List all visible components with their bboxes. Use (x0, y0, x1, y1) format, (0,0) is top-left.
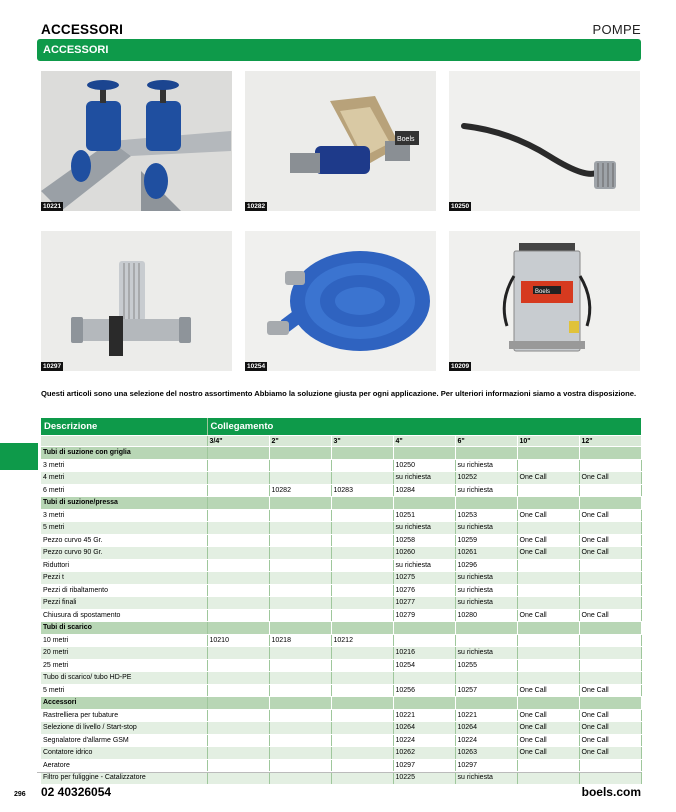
row-value (269, 459, 331, 472)
row-value (269, 572, 331, 585)
table-group-row (41, 622, 641, 635)
row-value: 10259 (455, 534, 517, 547)
row-value (455, 497, 517, 510)
row-description: 25 metri (41, 659, 207, 672)
row-value (207, 522, 269, 535)
row-description: 3 metri (41, 509, 207, 522)
row-value (269, 547, 331, 560)
page-number: 296 (14, 791, 26, 798)
row-value: 10255 (455, 659, 517, 672)
table-row (41, 597, 641, 610)
row-value: 10280 (455, 609, 517, 622)
row-value (207, 584, 269, 597)
row-value: One Call (517, 747, 579, 760)
row-value (269, 497, 331, 510)
row-value (579, 659, 641, 672)
row-value (517, 572, 579, 585)
row-value (579, 622, 641, 635)
photo-code: 10297 (43, 363, 62, 370)
row-value (579, 597, 641, 610)
row-value (517, 522, 579, 535)
row-description: Riduttori (41, 559, 207, 572)
row-value (207, 472, 269, 485)
svg-text:Boels: Boels (397, 136, 415, 143)
row-value (579, 672, 641, 685)
row-value (579, 584, 641, 597)
discharge-hose-icon (245, 231, 436, 371)
row-value (207, 747, 269, 760)
row-value (331, 447, 393, 460)
table-row (41, 534, 641, 547)
row-value (269, 734, 331, 747)
row-value (331, 697, 393, 710)
row-value (331, 522, 393, 535)
row-value: 10224 (455, 734, 517, 747)
row-value (331, 747, 393, 760)
row-value (331, 709, 393, 722)
row-value: 10282 (269, 484, 331, 497)
row-value (331, 497, 393, 510)
row-value (207, 697, 269, 710)
row-value (269, 559, 331, 572)
photo-discharge-hose (245, 231, 436, 371)
size-header: 3" (331, 436, 393, 447)
row-value: One Call (517, 609, 579, 622)
row-description: 20 metri (41, 647, 207, 660)
row-value (455, 697, 517, 710)
row-value (393, 447, 455, 460)
row-value (579, 772, 641, 785)
row-value (331, 584, 393, 597)
section-banner (37, 39, 641, 61)
row-value (269, 722, 331, 735)
row-description: Filtro per fuliggine - Catalizzatore (41, 772, 207, 785)
row-value (579, 647, 641, 660)
row-value (207, 534, 269, 547)
row-value (207, 609, 269, 622)
row-description: Pezzi t (41, 572, 207, 585)
photo-code: 10254 (247, 363, 266, 370)
table-row (41, 659, 641, 672)
row-value (517, 697, 579, 710)
row-value: su richiesta (455, 584, 517, 597)
row-value: su richiesta (455, 647, 517, 660)
row-value (579, 497, 641, 510)
row-value: One Call (579, 709, 641, 722)
row-description: Pezzo curvo 45 Gr. (41, 534, 207, 547)
row-value (207, 547, 269, 560)
row-value (579, 447, 641, 460)
photo-code: 10209 (451, 363, 470, 370)
row-description: Tubi di scarico (41, 622, 207, 635)
row-value: 10218 (269, 634, 331, 647)
table-row (41, 709, 641, 722)
row-value (331, 759, 393, 772)
row-value (455, 672, 517, 685)
row-value: 10297 (455, 759, 517, 772)
table-row (41, 634, 641, 647)
row-description: 5 metri (41, 522, 207, 535)
table-row (41, 559, 641, 572)
row-value (517, 672, 579, 685)
row-value (207, 772, 269, 785)
row-value (331, 597, 393, 610)
row-value (269, 522, 331, 535)
row-value: 10283 (331, 484, 393, 497)
row-value (331, 647, 393, 660)
row-value: One Call (579, 509, 641, 522)
size-header: 3/4" (207, 436, 269, 447)
row-value (269, 684, 331, 697)
valve-manifold-icon (41, 71, 232, 211)
row-value: One Call (517, 509, 579, 522)
row-value (331, 559, 393, 572)
row-value (269, 772, 331, 785)
row-description: Accessori (41, 697, 207, 710)
row-value: 10261 (455, 547, 517, 560)
row-description: Pezzi finali (41, 597, 207, 610)
row-value (517, 597, 579, 610)
row-value: 10257 (455, 684, 517, 697)
row-value (207, 759, 269, 772)
row-value (207, 509, 269, 522)
row-value: 10276 (393, 584, 455, 597)
table-row (41, 459, 641, 472)
row-value (207, 459, 269, 472)
row-value (517, 447, 579, 460)
table-row (41, 734, 641, 747)
row-value: One Call (517, 684, 579, 697)
row-value: One Call (517, 734, 579, 747)
row-value (517, 759, 579, 772)
footer-phone: 02 40326054 (41, 785, 112, 799)
row-value: 10216 (393, 647, 455, 660)
row-value (455, 622, 517, 635)
row-value (517, 584, 579, 597)
row-value (393, 634, 455, 647)
row-value (331, 472, 393, 485)
row-value: One Call (579, 472, 641, 485)
row-value (269, 697, 331, 710)
row-value (269, 659, 331, 672)
table-row (41, 759, 641, 772)
row-value (517, 559, 579, 572)
row-description: Selezione di livello / Start-stop (41, 722, 207, 735)
suction-hose-icon (449, 71, 640, 211)
row-value (207, 622, 269, 635)
row-value (207, 597, 269, 610)
photo-suction-hose (449, 71, 640, 211)
table-group-row (41, 447, 641, 460)
row-value: 10256 (393, 684, 455, 697)
row-value: One Call (517, 547, 579, 560)
row-value (331, 509, 393, 522)
row-value: One Call (579, 684, 641, 697)
row-value: 10297 (393, 759, 455, 772)
col-header-description: Descrizione (41, 418, 207, 436)
row-value (331, 659, 393, 672)
row-value (517, 647, 579, 660)
control-box-icon (449, 231, 640, 371)
row-value (579, 484, 641, 497)
row-value (269, 534, 331, 547)
row-value (517, 484, 579, 497)
intro-text: Questi articoli sono una selezione del nostro assortimento Abbiamo la soluzione giusta per ogni applicazione. Per ulteriori informazioni siamo a vostra disposizione. (41, 389, 637, 398)
photo-code: 10282 (247, 203, 266, 210)
row-value (269, 759, 331, 772)
row-value: su richiesta (393, 559, 455, 572)
row-value (331, 459, 393, 472)
row-value (579, 572, 641, 585)
row-value (517, 459, 579, 472)
row-value: 10212 (331, 634, 393, 647)
category-label: POMPE (592, 22, 641, 37)
row-value: 10260 (393, 547, 455, 560)
row-description: Chiusura di spostamento (41, 609, 207, 622)
row-value: 10262 (393, 747, 455, 760)
row-value: 10224 (393, 734, 455, 747)
row-description: Contatore idrico (41, 747, 207, 760)
row-value: 10221 (455, 709, 517, 722)
row-value: One Call (579, 722, 641, 735)
row-value (269, 597, 331, 610)
row-value: One Call (579, 609, 641, 622)
row-value (207, 722, 269, 735)
table-row (41, 772, 641, 785)
table-row (41, 484, 641, 497)
table-row (41, 684, 641, 697)
table-row (41, 747, 641, 760)
row-value: One Call (517, 722, 579, 735)
table-row (41, 584, 641, 597)
row-value: One Call (579, 747, 641, 760)
row-value: su richiesta (455, 459, 517, 472)
side-tab-marker (0, 443, 38, 470)
row-value: su richiesta (455, 522, 517, 535)
row-value: 10225 (393, 772, 455, 785)
row-value (207, 497, 269, 510)
row-value (269, 472, 331, 485)
row-value (269, 447, 331, 460)
row-value (207, 709, 269, 722)
row-value (517, 622, 579, 635)
row-description: 6 metri (41, 484, 207, 497)
row-value (207, 484, 269, 497)
row-value: 10210 (207, 634, 269, 647)
row-value: su richiesta (455, 484, 517, 497)
row-value (393, 622, 455, 635)
row-value (517, 659, 579, 672)
row-description: Pezzo curvo 90 Gr. (41, 547, 207, 560)
row-value (269, 622, 331, 635)
row-description: 3 metri (41, 459, 207, 472)
row-value (393, 497, 455, 510)
row-value (269, 747, 331, 760)
table-row (41, 472, 641, 485)
table-header-row (41, 418, 641, 436)
row-value (331, 722, 393, 735)
footer-divider (37, 772, 641, 773)
row-value: One Call (517, 472, 579, 485)
row-value (579, 522, 641, 535)
row-value (207, 647, 269, 660)
row-value: su richiesta (455, 772, 517, 785)
row-value (207, 572, 269, 585)
row-value: 10275 (393, 572, 455, 585)
table-row (41, 572, 641, 585)
row-value (579, 759, 641, 772)
section-title: ACCESSORI (43, 44, 109, 56)
row-description: Rastrelliera per tubature (41, 709, 207, 722)
row-value (517, 634, 579, 647)
row-value (579, 559, 641, 572)
table-row (41, 647, 641, 660)
photo-control-box (449, 231, 640, 371)
row-value (393, 697, 455, 710)
row-value (207, 659, 269, 672)
row-value: 10253 (455, 509, 517, 522)
row-value (269, 709, 331, 722)
row-description: 4 metri (41, 472, 207, 485)
table-row (41, 722, 641, 735)
row-value (207, 684, 269, 697)
row-value (269, 509, 331, 522)
row-value: 10221 (393, 709, 455, 722)
photo-aerator (41, 231, 232, 371)
row-value: 10279 (393, 609, 455, 622)
table-group-row (41, 697, 641, 710)
row-value (331, 547, 393, 560)
photo-code: 10250 (451, 203, 470, 210)
row-value: 10258 (393, 534, 455, 547)
size-header: 10" (517, 436, 579, 447)
aerator-icon (41, 231, 232, 371)
photo-valve-manifold (41, 71, 232, 211)
size-header: 6" (455, 436, 517, 447)
row-value: 10277 (393, 597, 455, 610)
photo-pump-coupling (245, 71, 436, 211)
size-header: 12" (579, 436, 641, 447)
row-value: 10252 (455, 472, 517, 485)
page-title: ACCESSORI (41, 22, 124, 37)
row-value: One Call (517, 709, 579, 722)
row-value: 10263 (455, 747, 517, 760)
accessories-table (41, 418, 642, 785)
row-value (517, 772, 579, 785)
row-value (331, 734, 393, 747)
row-value (207, 734, 269, 747)
row-value: 10284 (393, 484, 455, 497)
row-value: 10254 (393, 659, 455, 672)
pump-coupling-icon (245, 71, 436, 211)
size-header: 4" (393, 436, 455, 447)
table-row (41, 522, 641, 535)
row-value (331, 622, 393, 635)
row-value (331, 534, 393, 547)
row-value: 10250 (393, 459, 455, 472)
row-value: su richiesta (455, 597, 517, 610)
row-value: One Call (579, 547, 641, 560)
row-value: One Call (517, 534, 579, 547)
table-group-row (41, 497, 641, 510)
row-value (207, 672, 269, 685)
row-value (207, 559, 269, 572)
row-value (207, 447, 269, 460)
row-value (269, 609, 331, 622)
row-value (331, 572, 393, 585)
table-row (41, 509, 641, 522)
row-value (331, 684, 393, 697)
row-description: Tubi di suzione/pressa (41, 497, 207, 510)
row-value: 10264 (455, 722, 517, 735)
table-row (41, 547, 641, 560)
table-row (41, 672, 641, 685)
row-value (455, 634, 517, 647)
row-value: 10264 (393, 722, 455, 735)
footer-website[interactable]: boels.com (581, 785, 641, 799)
svg-text:Boels: Boels (535, 289, 551, 295)
row-description: 5 metri (41, 684, 207, 697)
row-value (269, 584, 331, 597)
row-description: 10 metri (41, 634, 207, 647)
row-value (269, 647, 331, 660)
row-description: Segnalatore d'allarme GSM (41, 734, 207, 747)
row-value (269, 672, 331, 685)
row-description: Pezzi di ribaltamento (41, 584, 207, 597)
row-value: 10251 (393, 509, 455, 522)
row-value (579, 634, 641, 647)
col-header-connection: Collegamento (207, 418, 641, 436)
row-value (331, 672, 393, 685)
row-value: One Call (579, 734, 641, 747)
row-value (331, 772, 393, 785)
row-description: Tubi di suzione con griglia (41, 447, 207, 460)
row-value: su richiesta (393, 522, 455, 535)
row-value (455, 447, 517, 460)
row-value: su richiesta (455, 572, 517, 585)
row-value: 10296 (455, 559, 517, 572)
row-value (517, 497, 579, 510)
row-value (579, 459, 641, 472)
row-value (331, 609, 393, 622)
row-description: Aeratore (41, 759, 207, 772)
row-value: su richiesta (393, 472, 455, 485)
size-header: 2" (269, 436, 331, 447)
size-header-row (41, 436, 641, 447)
row-value (579, 697, 641, 710)
row-description: Tubo di scarico/ tubo HD-PE (41, 672, 207, 685)
table-row (41, 609, 641, 622)
photo-code: 10221 (43, 203, 62, 210)
row-value (393, 672, 455, 685)
row-value: One Call (579, 534, 641, 547)
